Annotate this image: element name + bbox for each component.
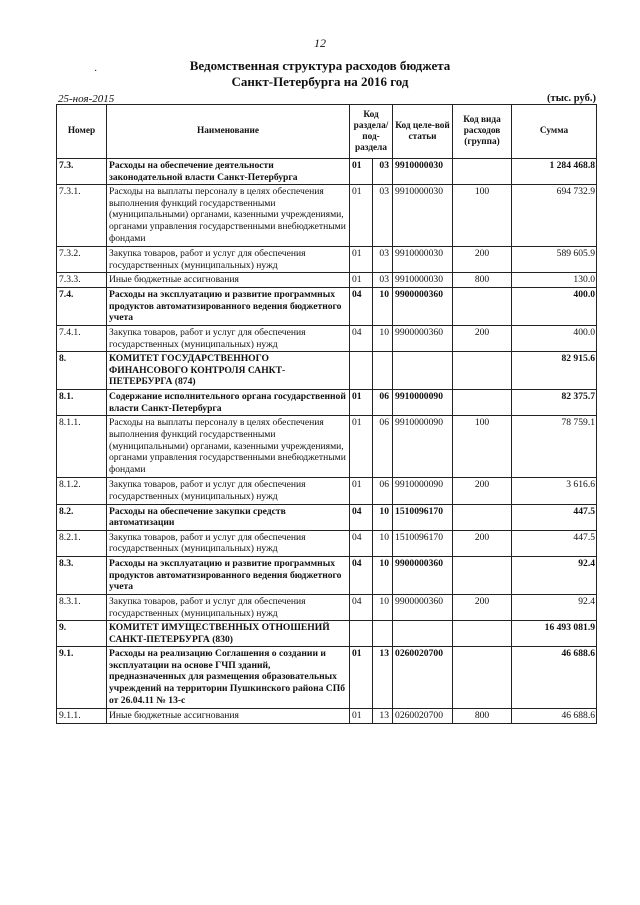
row-expense-type-code: 200 <box>453 478 512 504</box>
table-row <box>57 556 597 594</box>
row-target-code: 9910000090 <box>393 390 453 416</box>
table-row <box>57 390 597 416</box>
row-subsection-code: 03 <box>373 159 393 185</box>
units-label: (тыс. руб.) <box>547 93 596 104</box>
row-number: 9.1. <box>57 647 107 709</box>
row-expense-type-code: 100 <box>453 185 512 247</box>
row-section-code: 01 <box>350 647 373 709</box>
row-subsection-code: 10 <box>373 325 393 351</box>
table-row <box>57 621 597 647</box>
row-expense-type-code <box>453 352 512 390</box>
row-target-code: 9910000030 <box>393 159 453 185</box>
row-expense-type-code <box>453 647 512 709</box>
row-section-code: 01 <box>350 709 373 724</box>
row-sum: 46 688.6 <box>512 647 597 709</box>
row-section-code: 04 <box>350 530 373 556</box>
row-subsection-code: 13 <box>373 647 393 709</box>
row-target-code: 1510096170 <box>393 530 453 556</box>
row-sum: 400.0 <box>512 287 597 325</box>
row-sum: 1 284 468.8 <box>512 159 597 185</box>
row-target-code: 9900000360 <box>393 594 453 620</box>
title-line-2: Санкт-Петербурга на 2016 год <box>231 74 409 89</box>
row-name: Расходы на выплаты персоналу в целях обеспечения выполнения функций государственными (муниципальными) органами, казенными учреждениями, органами управления государственными внебюджетными фондами <box>107 185 350 247</box>
row-name: КОМИТЕТ ГОСУДАРСТВЕННОГО ФИНАНСОВОГО КОНТРОЛЯ САНКТ-ПЕТЕРБУРГА (874) <box>107 352 350 390</box>
table-row <box>57 287 597 325</box>
row-target-code: 0260020700 <box>393 709 453 724</box>
row-target-code: 9910000030 <box>393 273 453 288</box>
row-section-code: 01 <box>350 185 373 247</box>
row-section-code: 04 <box>350 504 373 530</box>
row-number: 7.3.1. <box>57 185 107 247</box>
row-sum: 447.5 <box>512 530 597 556</box>
table-row <box>57 647 597 709</box>
document-date: 25-ноя-2015 <box>58 93 115 105</box>
row-subsection-code: 10 <box>373 530 393 556</box>
row-expense-type-code <box>453 504 512 530</box>
document-title <box>0 58 640 90</box>
row-sum: 92.4 <box>512 594 597 620</box>
header-section-code: Код раздела/ под-раздела <box>350 105 393 159</box>
row-target-code <box>393 621 453 647</box>
row-name: Расходы на реализацию Соглашения о создании и эксплуатации на основе ГЧП зданий, предназначенных для размещения образовательных учреждений на территории Пушкинского района СПб от 26.04.11 № 13-с <box>107 647 350 709</box>
row-name: Содержание исполнительного органа государственной власти Санкт-Петербурга <box>107 390 350 416</box>
row-number: 9.1.1. <box>57 709 107 724</box>
row-section-code <box>350 352 373 390</box>
table-row <box>57 416 597 478</box>
header-number: Номер <box>57 105 107 159</box>
row-expense-type-code: 200 <box>453 247 512 273</box>
margin-dot: · <box>94 66 98 77</box>
row-expense-type-code <box>453 621 512 647</box>
row-name: Расходы на обеспечение закупки средств автоматизации <box>107 504 350 530</box>
row-number: 7.3.2. <box>57 247 107 273</box>
row-target-code: 9900000360 <box>393 325 453 351</box>
table-row <box>57 530 597 556</box>
table-row <box>57 247 597 273</box>
row-number: 7.4. <box>57 287 107 325</box>
row-subsection-code: 10 <box>373 287 393 325</box>
row-target-code <box>393 352 453 390</box>
row-expense-type-code <box>453 287 512 325</box>
header-sum: Сумма <box>512 105 597 159</box>
row-section-code: 04 <box>350 325 373 351</box>
row-sum: 92.4 <box>512 556 597 594</box>
table-row <box>57 185 597 247</box>
row-expense-type-code: 100 <box>453 416 512 478</box>
row-name: Расходы на обеспечение деятельности законодательной власти Санкт-Петербурга <box>107 159 350 185</box>
row-number: 8.3.1. <box>57 594 107 620</box>
row-sum: 46 688.6 <box>512 709 597 724</box>
row-number: 8.2. <box>57 504 107 530</box>
row-number: 7.4.1. <box>57 325 107 351</box>
row-name: Закупка товаров, работ и услуг для обеспечения государственных (муниципальных) нужд <box>107 594 350 620</box>
row-target-code: 1510096170 <box>393 504 453 530</box>
row-expense-type-code: 200 <box>453 530 512 556</box>
header-name: Наименование <box>107 105 350 159</box>
table-row <box>57 352 597 390</box>
table-row <box>57 159 597 185</box>
row-section-code: 01 <box>350 416 373 478</box>
row-sum: 694 732.9 <box>512 185 597 247</box>
row-subsection-code: 10 <box>373 504 393 530</box>
row-section-code: 04 <box>350 287 373 325</box>
header-expense-type-code: Код вида расходов (группа) <box>453 105 512 159</box>
row-name: Расходы на эксплуатацию и развитие программных продуктов автоматизированного ведения бюджетного учета <box>107 287 350 325</box>
row-expense-type-code: 800 <box>453 709 512 724</box>
table-body <box>57 159 597 724</box>
row-sum: 82 375.7 <box>512 390 597 416</box>
row-number: 7.3.3. <box>57 273 107 288</box>
row-number: 9. <box>57 621 107 647</box>
row-target-code: 9910000030 <box>393 247 453 273</box>
row-subsection-code: 10 <box>373 556 393 594</box>
row-target-code: 9910000030 <box>393 185 453 247</box>
row-section-code: 01 <box>350 390 373 416</box>
row-sum: 400.0 <box>512 325 597 351</box>
table-row <box>57 709 597 724</box>
row-section-code <box>350 621 373 647</box>
row-name: Закупка товаров, работ и услуг для обеспечения государственных (муниципальных) нужд <box>107 478 350 504</box>
row-target-code: 9900000360 <box>393 287 453 325</box>
row-number: 8. <box>57 352 107 390</box>
row-target-code: 9910000090 <box>393 416 453 478</box>
row-sum: 82 915.6 <box>512 352 597 390</box>
row-target-code: 9910000090 <box>393 478 453 504</box>
row-subsection-code: 13 <box>373 709 393 724</box>
page-number: 12 <box>314 36 326 50</box>
row-section-code: 01 <box>350 478 373 504</box>
row-subsection-code: 03 <box>373 273 393 288</box>
row-expense-type-code: 800 <box>453 273 512 288</box>
row-number: 8.2.1. <box>57 530 107 556</box>
row-number: 7.3. <box>57 159 107 185</box>
row-name: Расходы на эксплуатацию и развитие программных продуктов автоматизированного ведения бюджетного учета <box>107 556 350 594</box>
row-name: КОМИТЕТ ИМУЩЕСТВЕННЫХ ОТНОШЕНИЙ САНКТ-ПЕТЕРБУРГА (830) <box>107 621 350 647</box>
row-expense-type-code: 200 <box>453 594 512 620</box>
row-number: 8.1. <box>57 390 107 416</box>
row-expense-type-code <box>453 556 512 594</box>
row-number: 8.1.2. <box>57 478 107 504</box>
row-number: 8.1.1. <box>57 416 107 478</box>
table-row <box>57 504 597 530</box>
budget-table <box>56 104 597 724</box>
row-subsection-code: 06 <box>373 416 393 478</box>
row-subsection-code: 03 <box>373 185 393 247</box>
row-target-code: 9900000360 <box>393 556 453 594</box>
row-subsection-code: 06 <box>373 390 393 416</box>
row-number: 8.3. <box>57 556 107 594</box>
table-row <box>57 273 597 288</box>
row-sum: 447.5 <box>512 504 597 530</box>
row-sum: 3 616.6 <box>512 478 597 504</box>
title-line-1: Ведомственная структура расходов бюджета <box>189 58 451 73</box>
header-target-code: Код целе-вой статьи <box>393 105 453 159</box>
row-section-code: 01 <box>350 273 373 288</box>
row-sum: 130.0 <box>512 273 597 288</box>
table-row <box>57 478 597 504</box>
row-name: Иные бюджетные ассигнования <box>107 709 350 724</box>
row-target-code: 0260020700 <box>393 647 453 709</box>
row-section-code: 04 <box>350 594 373 620</box>
row-section-code: 01 <box>350 247 373 273</box>
row-name: Закупка товаров, работ и услуг для обеспечения государственных (муниципальных) нужд <box>107 325 350 351</box>
row-section-code: 01 <box>350 159 373 185</box>
row-subsection-code: 06 <box>373 478 393 504</box>
row-subsection-code: 03 <box>373 247 393 273</box>
row-sum: 589 605.9 <box>512 247 597 273</box>
row-subsection-code: 10 <box>373 594 393 620</box>
table-header-row <box>57 105 597 159</box>
row-name: Иные бюджетные ассигнования <box>107 273 350 288</box>
table-row <box>57 325 597 351</box>
row-name: Расходы на выплаты персоналу в целях обеспечения выполнения функций государственными (муниципальными) органами, казенными учреждениями, органами управления государственными внебюджетными фондами <box>107 416 350 478</box>
row-sum: 16 493 081.9 <box>512 621 597 647</box>
row-expense-type-code: 200 <box>453 325 512 351</box>
row-name: Закупка товаров, работ и услуг для обеспечения государственных (муниципальных) нужд <box>107 530 350 556</box>
row-expense-type-code <box>453 390 512 416</box>
table-row <box>57 594 597 620</box>
row-expense-type-code <box>453 159 512 185</box>
row-sum: 78 759.1 <box>512 416 597 478</box>
row-name: Закупка товаров, работ и услуг для обеспечения государственных (муниципальных) нужд <box>107 247 350 273</box>
row-subsection-code <box>373 352 393 390</box>
row-section-code: 04 <box>350 556 373 594</box>
row-subsection-code <box>373 621 393 647</box>
